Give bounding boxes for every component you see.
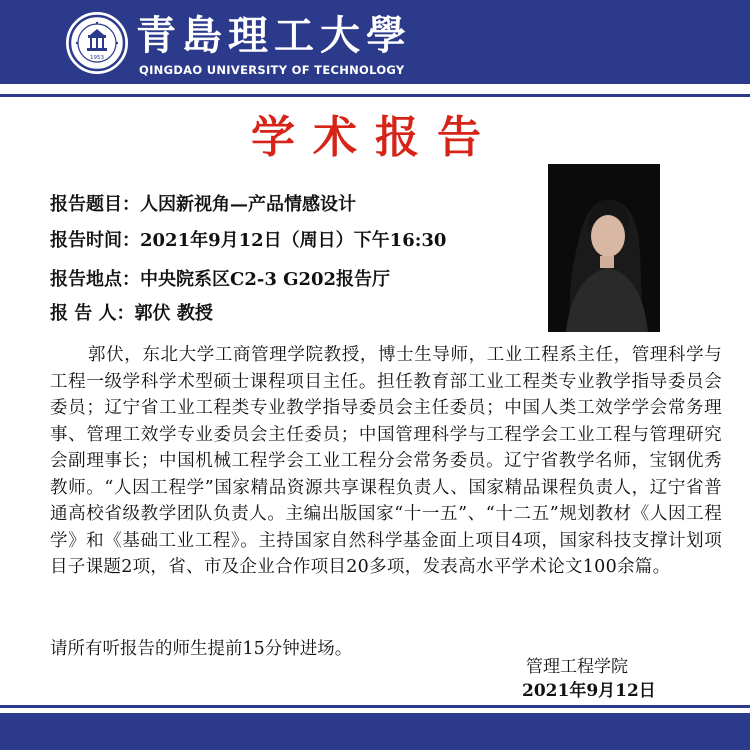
field-location [50,268,390,292]
university-name-en: QINGDAO UNIVERSITY OF TECHNOLOGY [139,63,405,77]
page-title: 学术报告 [251,112,499,163]
field-speaker-value: 郭伏 教授 [134,303,213,324]
signature-organization: 管理工程学院 [526,657,628,677]
field-location-value: 中央院系区C2-3 G202报告厅 [140,269,391,290]
header-divider-line [0,94,750,97]
field-topic-label: 报告题目： [50,194,140,215]
signature-date: 2021年9月12日 [522,681,656,701]
field-time [50,229,446,253]
field-speaker-label: 报 告 人： [50,303,135,324]
footer-banner [0,713,750,750]
seal-year: 1953 [90,55,104,61]
university-seal-logo [66,12,128,74]
field-time-value: 2021年9月12日（周日）下午16:30 [140,230,447,251]
field-location-label: 报告地点： [50,269,140,290]
speaker-bio: 郭伏，东北大学工商管理学院教授，博士生导师，工业工程系主任，管理科学与工程一级学科学术型硕士课程项目主任。担任教育部工业工程类专业教学指导委员会委员；辽宁省工业工程类专业教学指导委员会主任委员；中国人类工效学学会常务理事、管理工效学专业委员会主任委员；中国管理科学与工程学会工业工程与管理研究会副理事长；中国机械工程学会工业工程分会常务委员。辽宁省教学名师，宝钢优秀教师。“人因工程学”国家精品资源共享课程负责人、国家精品课程负责人，辽宁省普通高校省级教学团队负责人。主编出版国家“十一五”、“十二五”规划教材《人因工程学》和《基础工业工程》。主持国家自然科学基金面上项目4项，国家科技支撑计划项目子课题2项，省、市及企业合作项目20多项，发表高水平学术论文100余篇。 [50,345,722,577]
speaker-photo [548,164,660,332]
footer-divider [0,705,750,708]
attendance-notice: 请所有听报告的师生提前15分钟进场。 [50,639,353,659]
field-topic-value: 人因新视角—产品情感设计 [140,194,356,215]
field-speaker [50,302,213,326]
university-name-cn: 青島理工大學 [136,12,412,59]
header-divider [0,84,750,94]
field-time-label: 报告时间： [50,230,140,251]
field-topic [50,193,356,217]
